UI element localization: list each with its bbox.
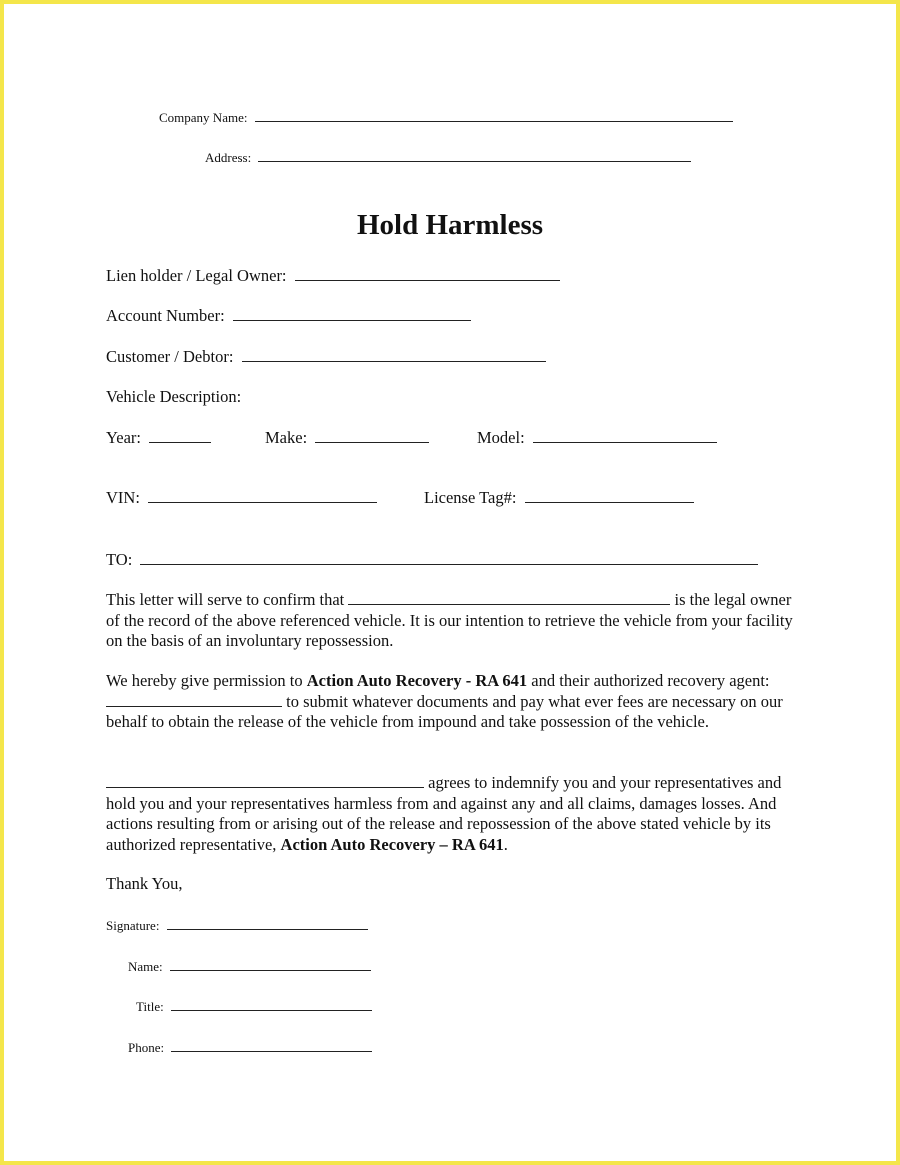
company-name-blank[interactable] [255, 120, 733, 122]
p2-mid: and their authorized recovery agent: [531, 671, 770, 690]
vehicle-description-label: Vehicle Description: [106, 387, 242, 406]
to-row [106, 550, 758, 570]
legal-owner-blank[interactable] [348, 590, 670, 605]
name-label: Name: [128, 959, 163, 974]
title-label: Title: [136, 999, 164, 1014]
title-blank[interactable] [171, 1009, 372, 1011]
address-label: Address: [205, 150, 252, 165]
make-label: Make: [265, 428, 308, 447]
model-blank[interactable] [533, 441, 717, 443]
lien-holder-row [106, 266, 560, 286]
p1-start: This letter will serve to confirm that [106, 590, 345, 609]
recovery-agent-blank[interactable] [106, 692, 282, 707]
page-title: Hold Harmless [356, 209, 544, 241]
name-blank[interactable] [170, 969, 371, 971]
address-row [205, 150, 691, 166]
make-blank[interactable] [315, 441, 429, 443]
to-blank[interactable] [140, 563, 758, 565]
model-row [477, 428, 717, 448]
phone-label: Phone: [128, 1040, 165, 1055]
p2-company: Action Auto Recovery - RA 641 [306, 671, 528, 690]
make-row [265, 428, 429, 448]
lien-holder-label: Lien holder / Legal Owner: [106, 266, 287, 285]
company-name-row [159, 110, 733, 126]
paragraph-indemnify [106, 773, 786, 855]
title-row [136, 999, 372, 1015]
p2-end: to submit whatever documents and pay what ever fees are necessary on our behalf to obtain the release of the vehicle from impound and take possession of the vehicle. [106, 691, 783, 731]
customer-debtor-row [106, 347, 546, 367]
account-number-blank[interactable] [233, 319, 471, 321]
p3-start: agrees to indemnify you and your representatives and hold you and your representatives harmless from and against any and all claims, damages losses. And actions resulting from or arising out of the release and repossession of the above stated vehicle by its authorized representative, [106, 773, 782, 854]
license-tag-row [424, 488, 694, 508]
company-name-label: Company Name: [159, 110, 248, 125]
account-number-row [106, 306, 471, 326]
year-row [106, 428, 211, 448]
year-label: Year: [106, 428, 141, 447]
paragraph-confirmation [106, 590, 806, 652]
p2-start: We hereby give permission to [106, 671, 303, 690]
vin-label: VIN: [106, 488, 140, 507]
customer-debtor-label: Customer / Debtor: [106, 347, 234, 366]
signature-label: Signature: [106, 918, 160, 933]
address-blank[interactable] [258, 160, 691, 162]
license-tag-label: License Tag#: [424, 488, 517, 507]
model-label: Model: [477, 428, 525, 447]
paragraph-permission [106, 671, 796, 733]
p1-end: is the legal owner of the record of the above referenced vehicle. It is our intention to retrieve the vehicle from your facility on the basis of an involuntary repossession. [106, 590, 793, 650]
phone-blank[interactable] [171, 1050, 372, 1052]
license-tag-blank[interactable] [525, 501, 694, 503]
p3-end: . [503, 834, 508, 854]
indemnifier-blank[interactable] [106, 773, 424, 788]
customer-debtor-blank[interactable] [242, 360, 546, 362]
p3-company: Action Auto Recovery – RA 641 [280, 834, 504, 854]
to-label: TO: [106, 550, 133, 569]
account-number-label: Account Number: [106, 306, 225, 325]
phone-row [128, 1040, 372, 1056]
signature-blank[interactable] [167, 928, 368, 930]
lien-holder-blank[interactable] [295, 279, 560, 281]
year-blank[interactable] [149, 441, 211, 443]
name-row [128, 959, 371, 975]
closing-text: Thank You, [106, 874, 183, 893]
vin-row [106, 488, 377, 508]
vin-blank[interactable] [148, 501, 377, 503]
signature-row [106, 918, 368, 934]
